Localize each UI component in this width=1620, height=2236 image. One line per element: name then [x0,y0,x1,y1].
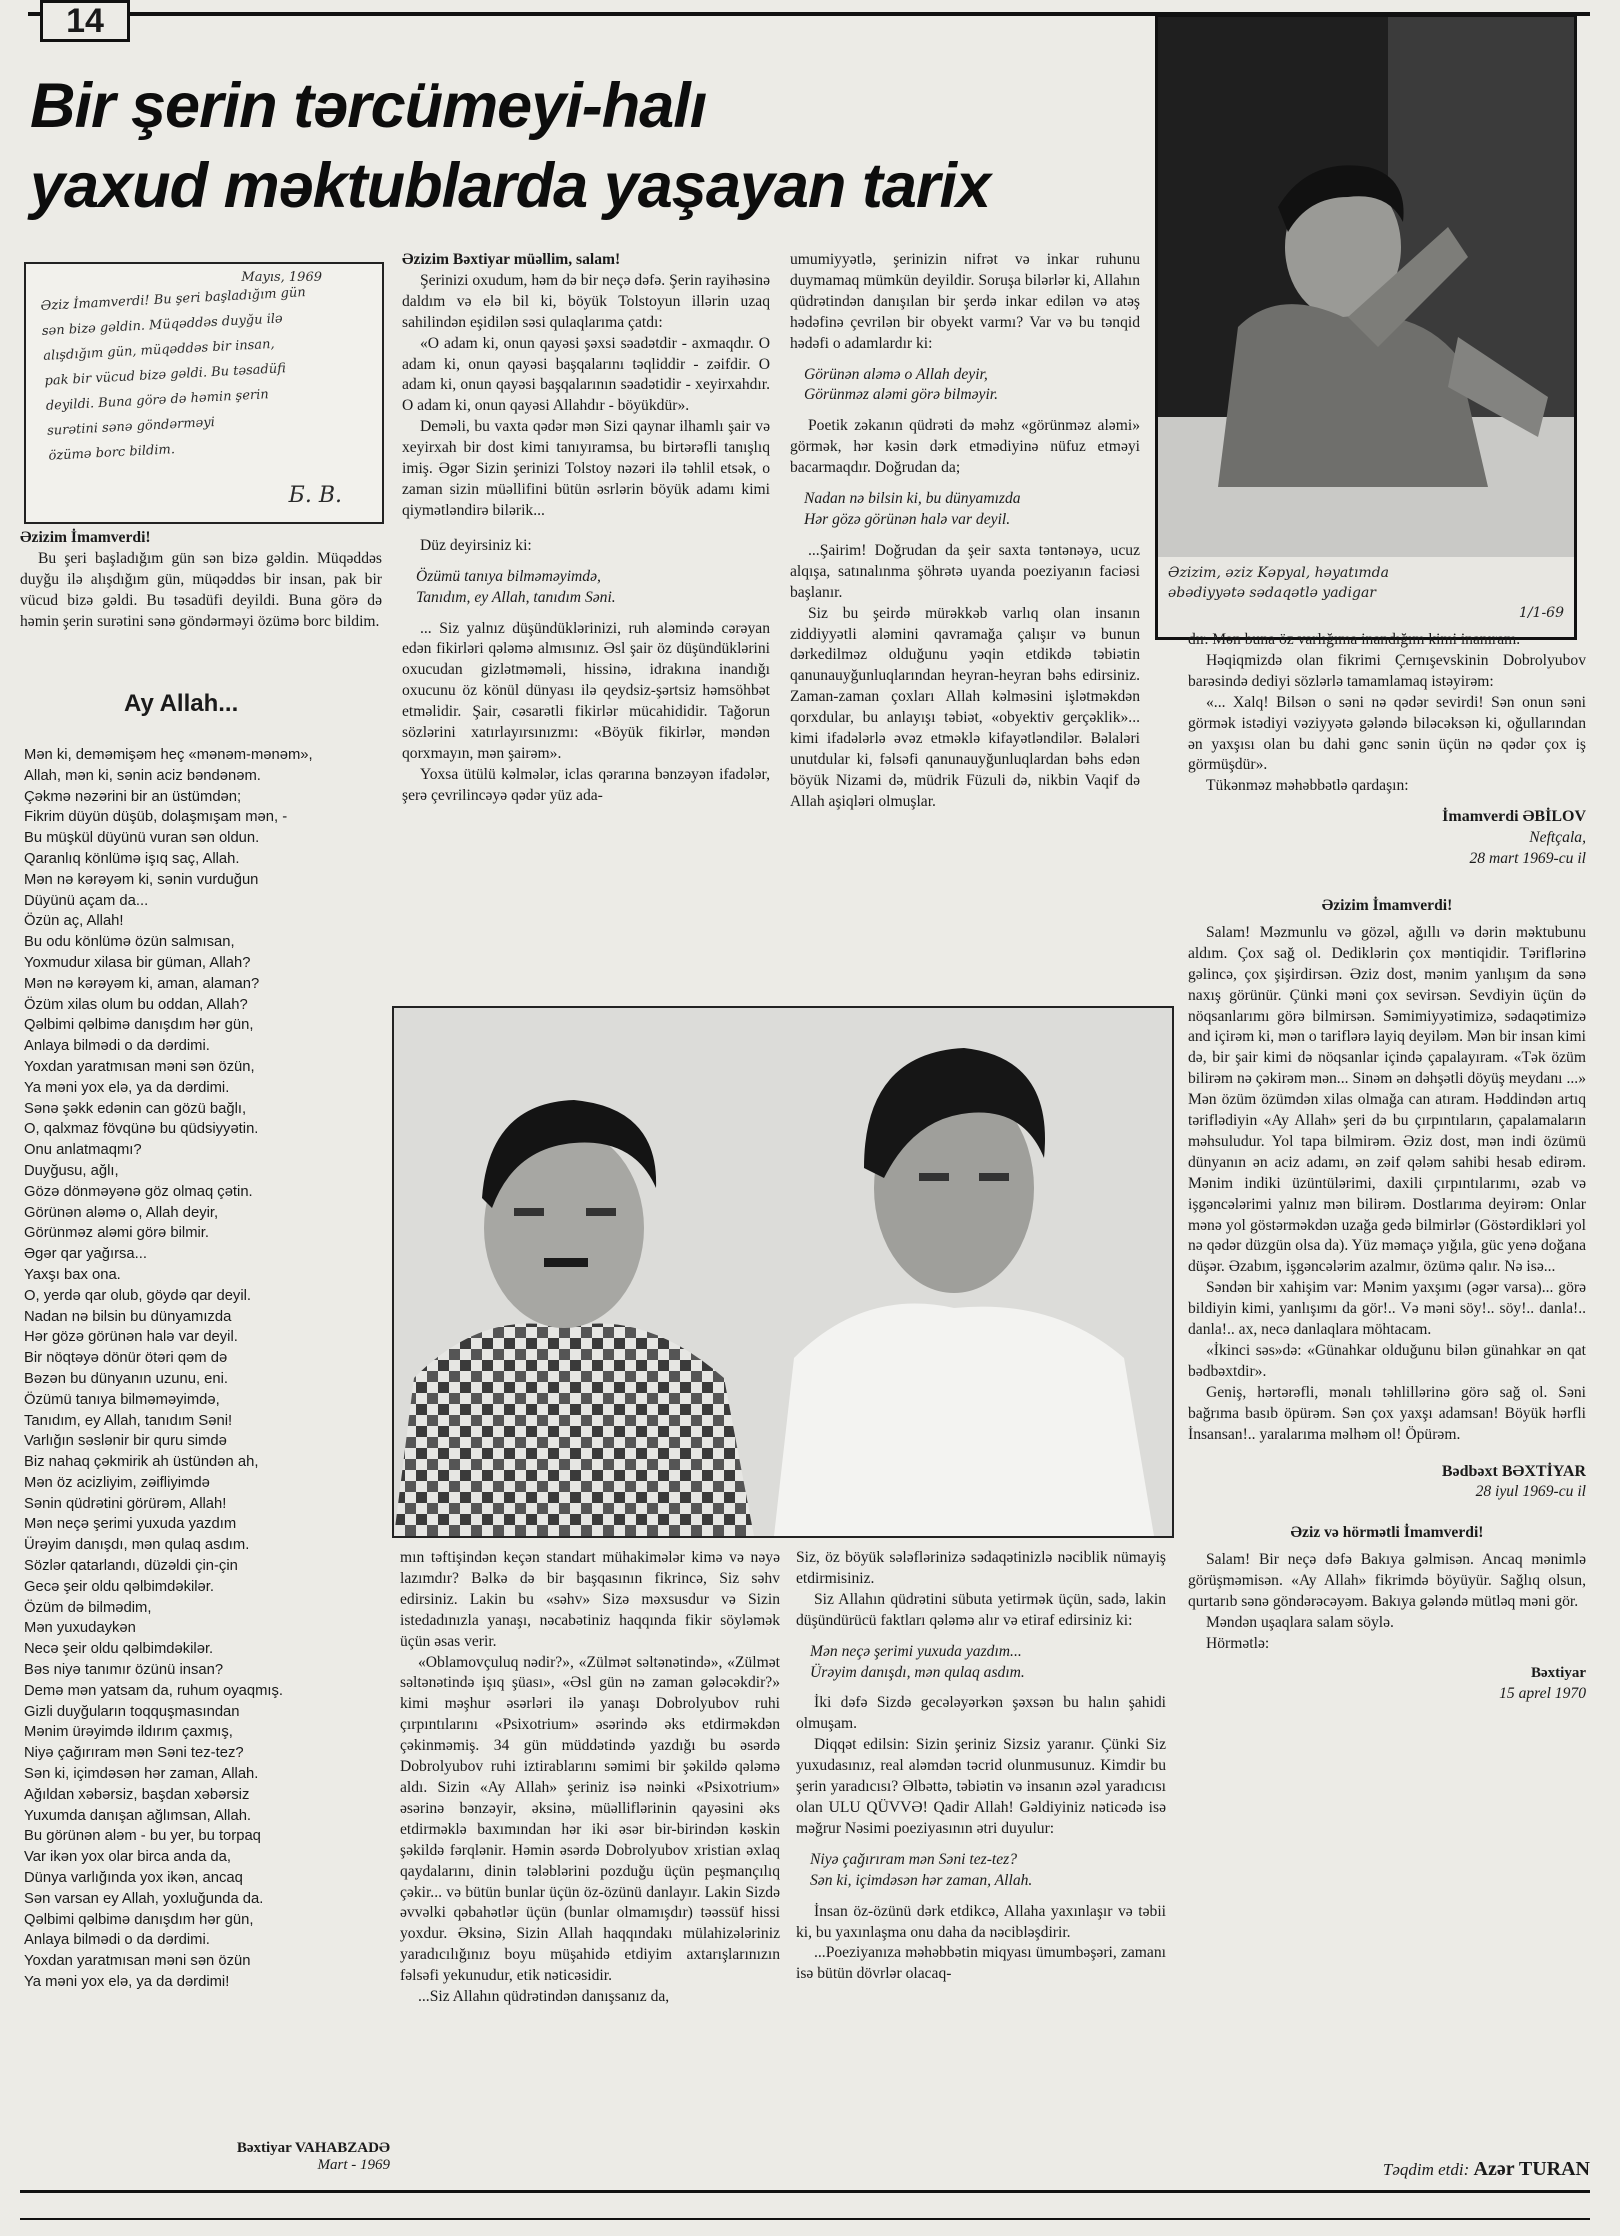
poem-line: Hər gözə görünən halə var deyil. [24,1329,238,1346]
poem-line: Düyünü açam da... [24,892,149,909]
poem-line: Mən neçə şerimi yuxuda yazdım [24,1516,237,1533]
letter-date: Mayıs, 1969 [241,270,322,285]
poem-line: Ağıldan xəbərsiz, başdan xəbərsiz [24,1786,250,1803]
poem-line: Biz nahaq çəkmirik ah üstündən ah, [24,1454,259,1471]
poem-line: Anlaya bilmədi o da dərdimi. [24,1932,210,1949]
letter1-mid-col1: mın təftişindən keçən standart mühakimələr kimə və nəyə lazımdır? Bəlkə də bir başqasının fikrincə, Siz səhv edirsiniz. Lakin bu «səhv» Sizə məxsusdur və Sizin istedadınızla yanaşı, nəcabətiniz haqqında fikir söyləmək üçün əsas verir. «Oblamovçuluq nədir?», «Zülmət səltənətində», «Zülmət səltənətində işıq şüası», «Əsl gün nə zaman gələcəkdir?» kimi məşhur əsərləri ilə yanaşı Dobrolyubov ruhi çırpıntılarını «Psixotrium» əsərində əks etdirməkdən çəkinməmiş. 34 gün müddətində yazdığı bu əsərdə Dobrolyubov ruhi iztirablarını səmimi bir şəkildə qələmə aldı. Sizin «Ay Allah» şeriniz isə nəinki «Psixotrium» əsərinə bənzəyir, əksinə, müəlliflərinin qayəsini əks etdirməklə baxımından hər iki əsər bir-birindən kəskin şəkildə fərqlənir. Həmin əsərdə Dobrolyubov xristian əxlaq qaydalarını, dinin tələblərini pozduğu üçün peşmançılıq çəkir... və bütün bunlar üçün öz-özünü danlayır. Lakin Sizdə əvvəlki qəbahətlər üçün (bunlar olmamışdır) təəssüf hissi yoxdur. Əksinə, Sizin Allah haqqındakı mülahizələriniz yaradıcılığınız boyu müşahidə etdiyim axtarışlarınızın fəlsəfi yekunudur, etik nəticəsidir. ...Siz Allahın qüdrətindən danışsanız da, [400,1549,780,2006]
poem-line: Ya məni yox elə, ya da dərdimi! [24,1974,230,1991]
poem-text [24,745,374,2125]
poem-line: Varlığın səslənir bir quru simdə [24,1433,227,1450]
poem-line: Özümü tanıya bilməməyimdə, [24,1391,220,1408]
intro-paragraph: Bu şeri başladığım gün sən bizə gəldin. Müqəddəs duyğu ilə alışdığım gün, müqəddəs bir insan, pak bir vücud bizə gəldi. Bu təsadüfi deyildi. Buna görə də həmin şerin surətini sənə göndərməyi özümə borc bildim. [20,549,382,630]
poem-line: Mən nə kərəyəm ki, aman, alaman? [24,975,260,992]
letter3-greeting: Əziz və hörmətli İmamverdi! [1290,1524,1484,1542]
portrait-figure [1158,17,1574,557]
poem-line: Yoxmudur xilasa bir güman, Allah? [24,954,251,971]
two-men-photo [392,1006,1174,1538]
letter1-greeting: Əzizim Bəxtiyar müəllim, salam! [402,251,621,268]
intro-greeting: Əzizim İmamverdi! [20,529,151,546]
poem-line: Sənə şəkk edənin can gözü bağlı, [24,1100,247,1117]
verse-1: Özümü tanıya bilməməyimdə, Tanıdım, ey Allah, tanıdım Səni. [416,567,616,606]
poem-line: O, qalxmaz fövqünə bu qüdsiyyətin. [24,1121,259,1138]
verse-3: Nadan nə bilsin ki, bu dünyamızda Hər gözə görünən halə var deyil. [804,490,1021,528]
poem-line: Sənin qüdrətini görürəm, Allah! [24,1495,227,1512]
poem-line: Qaranlıq könlümə işıq saç, Allah. [24,850,240,867]
poem-line: Anlaya bilmədi o da dərdimi. [24,1038,210,1055]
poem-line: Dünya varlığında yox ikən, ancaq [24,1870,243,1887]
poem-line: Mənim ürəyimdə ildırım çaxmış, [24,1724,233,1741]
headline [30,66,1160,226]
poem-author: Bəxtiyar VAHABZADƏ [236,2140,390,2156]
poem-signature [150,2140,390,2174]
letter2-signature: Bədbəxt BƏXTİYAR 28 iyul 1969-cu il [1441,1462,1586,1501]
poem-line: Yoxdan yaratmısan məni sən özün [24,1953,251,1970]
poem-title: Ay Allah... [124,690,239,717]
headline-line-2: yaxud məktublarda yaşayan tarix [30,151,990,221]
poem-line: Yoxdan yaratmısan məni sən özün, [24,1058,255,1075]
poem-line: Özüm xilas olum bu oddan, Allah? [24,996,248,1013]
two-men-figure [394,1008,1172,1536]
poem-line: Gözə dönməyənə göz olmaq çətin. [24,1183,253,1200]
presented-by-label: Təqdim etdi: [1382,2160,1470,2179]
portrait-photo [1155,14,1577,640]
poem-line: Əgər qar yağırsa... [24,1246,147,1263]
poem-line: Tanıdım, ey Allah, tanıdım Səni! [24,1412,233,1429]
poem-line: Gecə şeir oldu qəlbimdəkilər. [24,1578,214,1595]
poem-line: Özün aç, Allah! [24,913,124,930]
poem-line: Necə şeir oldu qəlbimdəkilər. [24,1641,214,1658]
poem-line: Gizli duyğuların toqquşmasından [24,1703,240,1720]
poem-line: Qəlbimi qəlbimə danışdım hər gün, [24,1017,254,1034]
letter1-signature: İmamverdi ƏBİLOV Neftçala, 28 mart 1969-cu il [1442,808,1586,868]
letter2-greeting: Əzizim İmamverdi! [1321,896,1453,914]
poem-line: Ürəyim danışdı, mən qulaq asdım. [24,1537,250,1554]
poem-line: O, yerdə qar olub, göydə qar deyil. [24,1287,252,1304]
letter1-col2: Əzizim Bəxtiyar müəllim, salam! Şerinizi oxudum, həm də bir neçə dəfə. Şerin rayihəsinə daldım və elə bil ki, böyük Tolstoyun illərin uzaq sahilindən eşidilən səsi qulaqlarıma çatdı: «O adam ki, onun qayəsi şəxsi səadətdir - axmaqdır. O adam ki, onun qayəsi başqalarını təqliddir - zəifdir. O adam ki, onun qayəsi başqalarının səadətidir - xeyirxahdır. O adam ki, onun qayəsi Allahdır - böyükdür». Deməli, bu vaxta qədər mən Sizi qaynar ilhamlı şair və xeyirxah bir dost kimi tanıyıramsa, bu birtərəfli tanışlıq imiş. Əgər Sizin şerinizi Tolstoy nəzəri ilə təhlil etsək, o zaman sizin müəllifini bütün əsrlərin böyük adamı kimi qiymətləndirə bilərik... Düz deyirsiniz ki: Özümü tanıya bilməməyimdə, Tanıdım, ey Allah, tanıdım Səni. ... Siz yalnız düşündüklərinizi, ruh aləmində cərəyan edən fikirləri qələmə almısınız. Əsl şair öz düşündüklərini oxucudan gizlətməməli, hissinə, idrakına inandığı oxucunu öz könül dünyası ilə qeydsiz-şərtsiz həmsöhbət etməlidir. Şair, cəsarətli fikirlər mücahididir. Tağorun sözlərini xatırlayırsınızmı: «Böyük fikirlər, məndən qorxmayın, mən şairəm». Yoxsa ütülü kəlmələr, iclas qərarına bənzəyən ifadələr, şerə çevrilincəyə qədər yüz ada- [402,251,770,804]
poem-line: Çəkmə nəzərini bir an üstümdən; [24,788,242,805]
poem-line: Bəs niyə tanımır özünü insan? [24,1662,224,1679]
poem-line: Mən nə kərəyəm ki, sənin vurduğun [24,871,259,888]
presenter-name: Azər TURAN [1473,2158,1590,2180]
poem-line: Onu anlatmaqmı? [24,1142,142,1159]
poem-line: Bu görünən aləm - bu yer, bu torpaq [24,1828,261,1845]
poem-line: Yaxşı bax ona. [24,1266,121,1283]
poem-line: Allah, mən ki, sənin aciz bəndənəm. [24,767,261,784]
poem-line: Özüm də bilmədim, [24,1599,152,1616]
poem-line: Bu müşkül düyünü vuran sən oldun. [24,830,260,847]
poem-line: Sən ki, içimdəsən hər zaman, Allah. [24,1766,259,1783]
poem-date: Mart - 1969 [317,2157,390,2173]
letter3-signature: Bəxtiyar 15 aprel 1970 [1499,1664,1586,1702]
poem-line: Bu odu könlümə özün salmısan, [24,934,235,951]
poem-line: Yuxumda danışan ağlımsan, Allah. [24,1807,252,1824]
poem-line: Nadan nə bilsin bu dünyamızda [24,1308,232,1325]
poem-line: Var ikən yox olar birca anda da, [24,1849,231,1866]
page-number: 14 [40,0,130,42]
headline-line-1: Bir şerin tərcümeyi-halı [30,71,707,141]
poem-line: Fikrim düyün düşüb, dolaşmışam mən, - [24,809,288,826]
bottom-rule [20,2218,1590,2220]
footer-credit [1320,2158,1590,2181]
photo-inscription: Əzizim, əziz Kəpyal, həyatımda əbədiyyətə sədaqətlə yadigar 1/1-69 [1158,557,1574,637]
poem-line: Sən varsan ey Allah, yoxluğunda da. [24,1890,264,1907]
poem-line: Mən ki, deməmişəm heç «mənəm-mənəm», [24,747,313,763]
poem-line: Demə mən yatsam da, ruhum oyaqmış. [24,1682,284,1699]
letter1-col3: umumiyyətlə, şerinizin nifrət və inkar ruhunu duymamaq mümkün deyildir. Soruşa bilərlər ki, Allahın qüdrətindən danışılan bir şerdə inkar edilən və atəş hədəfinə çevrilən bir obyekt varmı? Var və bu tənqid hədəfi o adamlardır ki: Görünən aləmə o Allah deyir, Görünməz aləmi görə bilməyir. Poetik zəkanın qüdrəti də məhz «görünməz aləmi» görmək, hər kəsin dərk etmədiyinə nüfuz etməyi bacarmaqdır. Doğrudan da; Nadan nə bilsin ki, bu dünyamızda Hər gözə görünən halə var deyil. ...Şairim! Doğrudan da şeir saxta təntənəyə, ucuz alqışa, satınalınma şöhrətə uyanda poeziyanın faciəsi başlanır. Siz bu şeirdə mürəkkəb varlıq olan insanın ziddiyyətli aləmini qavramağa çalışır və bunun dərkedilməz olduğunu yəqin etdikdə təbiətin qanunauyğunluqlarından heyran-heyran bəhs edirsiniz. Zaman-zaman çoxları Allah kəlməsini işlətməkdən qorxdular, bu anlayışı təbiət, «obyektiv gerçəklik»... kimi ifadələrlə əvəz etməklə kifayətləndilər. Bəlaləri unutdular ki, fəlsəfi qanunauyğunluqlardan bəhs edən böyük Nizami də, müdrik Füzuli də, nikbin Vaqif də Allah aşiqləri olmuşlar. [790,251,1140,810]
intro-text [20,528,382,668]
verse-2: Görünən aləmə o Allah deyir, Görünməz aləmi görə bilməyir. [804,365,999,404]
verse-5: Niyə çağırıram mən Səni tez-tez? Sən ki, içimdəsən hər zaman, Allah. [810,1850,1033,1889]
poem-line: Görünən aləmə o, Allah deyir, [24,1204,219,1221]
footer-rule [20,2190,1590,2193]
poem-line: Mən yuxudaykən [24,1620,136,1637]
handwritten-letter-image: Mayıs, 1969 Əziz İmamverdi! Bu şeri başladığım gün sən bizə gəldin. Müqəddəs duyğu ilə alışdığım gün, müqəddəs bir insan, pak bir vücud bizə gəldi. Bu təsadüfi deyildi. Buna görə də həmin şerin surətini sənə göndərməyi özümə borc bildim. Б. В. [24,262,384,524]
col4: dır. Mən buna öz varlığıma inandığım kimi inanıram. Həqiqmizdə olan fikrimi Çernışevskinin Dobrolyubov barəsində dediyi sözlərlə tamamlamaq istəyirəm: «... Xalq! Bilsən o səni nə qədər sevirdi! Sən onun səni görmək istədiyi vəziyyətə gələndə biləcəksən ki, oğullarından ən yaxşısı olan bu dahi gənc sənin üçün nə qədər çox iş görmüşdür». Tükənməz məhəbbətlə qardaşın: İmamverdi ƏBİLOV Neftçala, 28 mart 1969-cu il Əzizim İmamverdi! Salam! Məzmunlu və gözəl, ağıllı və dərin məktubunu aldım. Çox sağ ol. Dediklərin çox məntiqidir. Təriflərinə gəlincə, çox şişirdirsən. Əziz dost, mənim yanlışım da sənə naxış görünür. Çünki məni çox sevirsən. Sevdiyin üçün də nöqsanlarımı görə bilmirsən. Səmimiyyətimizə, sədaqətimizə and içirəm ki, mən o tariflərə layiq deyiləm. Mən bir insan kimi də, bir şair kimi də nöqsanlar içində çapalayıram. «Tək özüm bilirəm nə çəkirəm mən... Sinəm ən dəhşətli döyüş meydanı ...» Mən özüm özümdən xilas olmağa can atıram. Həddindən artıq təriflədiyin «Ay Allah» şeri də bu çırpıntıların, çapalamaların məhsuludur. Yol tapa bilmirəm. Əziz dost, mən indi özümü dünyanın ən aciz adamı, ən zəif qələm sahibi hesab edirəm. Mənim indiki üzüntülərimi, daxili çırpıntılarımı, əzab və işgəncələrimi yalnız mən bilirəm. Dostlarıma deyirəm: Onlar mənə yol göstərməkdən uzağa gedə bilmirlər (Göstərdikləri yol nə qədər düzgün olsa da). Yüz məmaçə yığıla, güc yenə doğana düşər. Əzabım, işgəncələrim azalmır, özümə qalır. Nə isə... Səndən bir xahişim var: Mənim yaxşımı (əgər varsa)... görə bildiyin kimi, yanlışımı da gör!.. Və məni söy!.. söy!.. danla!.. danla!.. ax, necə danlaqlara möhtacam. «İkinci səs»də: «Günahkar olduğunu bilən günahkar ən qat bədbəxtdir». Geniş, hərtərəfli, mənalı təhlillərinə görə sağ ol. Səni bağrıma basıb öpürəm. Sən çox yaxşı adamsan! Böyük hərfli İnsansan!.. yaralarıma məlhəm ol! Öpürəm. Bədbəxt BƏXTİYAR 28 iyul 1969-cu il Əziz və hörmətli İmamverdi! Salam! Bir neçə dəfə Bakıya gəlmisən. Ancaq mənimlə görüşməmisən. «Ay Allah» fikrimdə böyüyür. Sağlıq olsun, qurtarıb sənə göndərəcəyəm. Bakıya gələndə mütləq məni gör. Məndən uşaqlara salam söylə. Hörmətlə: Bəxtiyar 15 aprel 1970 [1188,630,1586,2130]
poem-line: Qəlbimi qəlbimə danışdım hər gün, [24,1911,254,1928]
verse-4: Mən neçə şerimi yuxuda yazdım... Ürəyim danışdı, mən qulaq asdım. [810,1642,1025,1681]
letter1-mid-col2: Siz, öz böyük sələflərinizə sədaqətinizlə nəciblik nümayiş etdirmisiniz. Siz Allahın qüdrətini sübuta yetirmək üçün, sadə, lakin düşündürücü faktları qələmə alır və etiraf edirsiniz ki: Mən neçə şerimi yuxuda yazdım... Ürəyim danışdı, mən qulaq asdım. İki dəfə Sizdə gecələyərkən şəxsən bu halın şahidi olmuşam. Diqqət edilsin: Sizin şeriniz Sizsiz yaranır. Çünki Siz yuxudasınız, real aləmdən təcrid olunmusunuz. Kimdir bu şerin yaradıcısı? Əlbəttə, təbiətin və insanın əzəl yaradıcısı olan ULU QÜVVƏ! Qadir Allah! Gəldiyiniz nəticədə isə məğrur Nəsimi poeziyasının ətri duyulur: Niyə çağırıram mən Səni tez-tez? Sən ki, içimdəsən hər zaman, Allah. İnsan öz-özünü dərk etdikcə, Allaha yaxınlaşır və təbii ki, bu yaxınlaşma onu daha da nəcibləşdirir. ...Poeziyanıza məhəbbətin miqyası ümumbəşəri, zamanı isə bütün dövrlər olacaq- [796,1549,1166,1983]
poem-line: Bəzən bu dünyanın uzunu, eni. [24,1370,229,1387]
letter-initials: Б. В. [288,483,342,508]
poem-line: Duyğusu, ağlı, [24,1162,119,1179]
poem-line: Sözlər qatarlandı, düzəldi çin-çin [24,1558,238,1575]
poem-line: Ya məni yox elə, ya da dərdimi. [24,1079,230,1096]
poem-line: Görünməz aləmi görə bilmir. [24,1225,210,1242]
poem-line: Mən öz acizliyim, zəifliyimdə [24,1474,210,1491]
poem-line: Bir nöqtəyə dönür ötəri qəm də [24,1350,228,1367]
poem-line: Niyə çağırıram mən Səni tez-tez? [24,1745,244,1762]
